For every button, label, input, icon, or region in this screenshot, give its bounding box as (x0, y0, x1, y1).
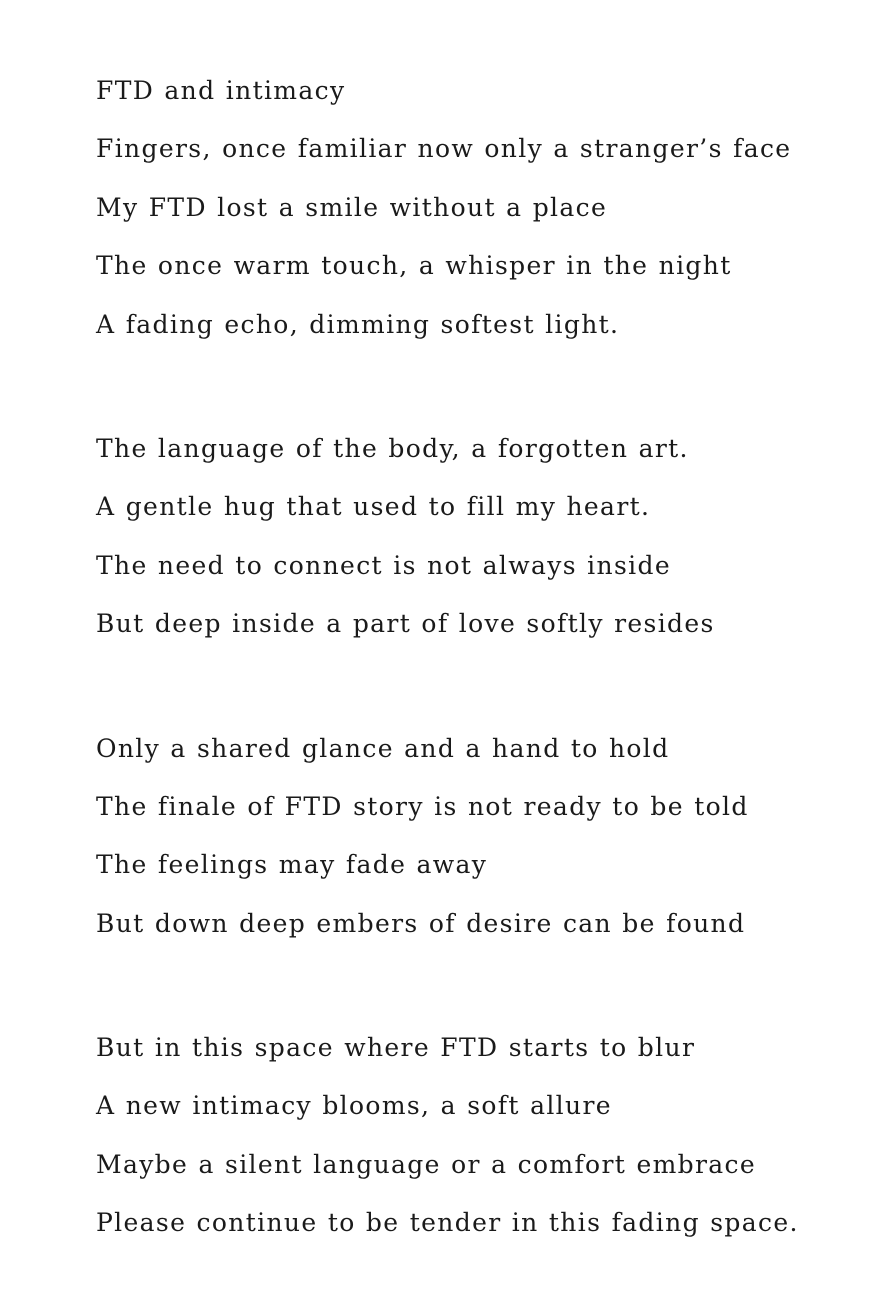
poem-line: Only a shared glance and a hand to hold (96, 733, 670, 763)
stanza-divider (96, 362, 856, 428)
poem-line: But deep inside a part of love softly resides (96, 609, 715, 639)
stanza-divider (96, 961, 856, 1027)
poem-line: The language of the body, a forgotten art. (96, 433, 689, 463)
poem-line: My FTD lost a smile without a place (96, 192, 608, 222)
poem-line: Please continue to be tender in this fading space. (96, 1208, 799, 1238)
poem-line: A new intimacy blooms, a soft allure (96, 1091, 612, 1121)
poem-line: The need to connect is not always inside (96, 550, 671, 580)
poem-line: A fading echo, dimming softest light. (96, 309, 620, 339)
poem-line: The once warm touch, a whisper in the night (96, 251, 732, 281)
poem-line: But in this space where FTD starts to blur (96, 1033, 696, 1063)
poem-line: A gentle hug that used to fill my heart. (96, 492, 651, 522)
poem-line: Maybe a silent language or a comfort embrace (96, 1149, 757, 1179)
poem-line: The finale of FTD story is not ready to be told (96, 791, 749, 821)
poem-line: The feelings may fade away (96, 850, 488, 880)
poem (96, 70, 856, 1261)
poem-title: FTD and intimacy (96, 76, 346, 105)
poem-line: Fingers, once familiar now only a stranger’s face (96, 134, 792, 164)
stanza-divider (96, 662, 856, 728)
poem-line: But down deep embers of desire can be found (96, 908, 746, 938)
